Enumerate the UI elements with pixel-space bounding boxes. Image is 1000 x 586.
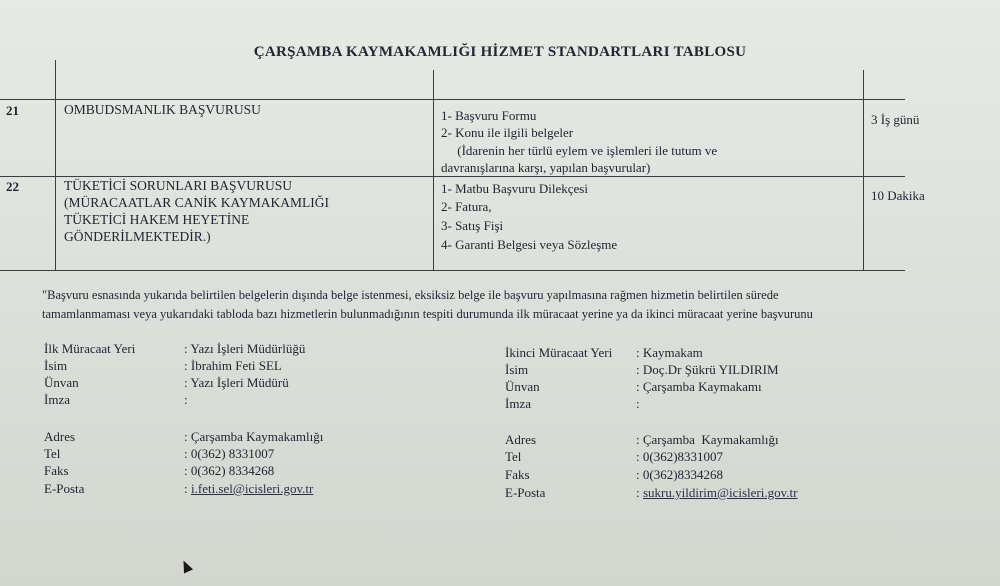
table-rule (0, 99, 905, 100)
contact-label: Adres (44, 429, 76, 444)
table-rule (0, 270, 905, 271)
contact-row (44, 480, 313, 497)
contact-value: : Doç.Dr Şükrü YILDIRIM (636, 362, 779, 377)
mouse-pointer-icon (179, 558, 193, 573)
table-rule (433, 70, 434, 270)
contact-row (505, 378, 762, 395)
contact-value: : Çarşamba Kaymakamı (636, 379, 762, 394)
contact-label: İsim (505, 362, 529, 377)
contact-label: İmza (505, 396, 531, 411)
contact-value: : 0(362) 8331007 (184, 446, 275, 461)
contact-label: İkinci Müracaat Yeri (505, 345, 613, 360)
contact-row (505, 344, 703, 361)
contact-row (505, 484, 797, 501)
contact-label: Tel (44, 446, 61, 461)
contact-value: : 0(362)8331007 (636, 449, 724, 464)
contact-row (505, 395, 640, 412)
contact-value: : (184, 392, 188, 407)
note-line: tamamlanmaması veya yukarıdaki tabloda bazı hizmetlerin bulunmadığının tespiti durumunda ilk müracaat yerine ya da ikinci müracaat yerine başvurunu (42, 307, 813, 321)
contact-label: Faks (44, 463, 69, 478)
contact-value: : Yazı İşleri Müdürlüğü (184, 341, 306, 356)
service-name: TÜKETİCİ HAKEM HEYETİNE (64, 212, 250, 227)
service-name: OMBUDSMANLIK BAŞVURUSU (64, 102, 261, 117)
contact-separator: : (184, 481, 188, 496)
contact-label: Ünvan (44, 375, 79, 390)
contact-value: : Yazı İşleri Müdürü (184, 375, 289, 390)
contact-separator: : (636, 485, 640, 500)
contact-row (44, 445, 274, 462)
contact-label: İsim (44, 358, 68, 373)
contact-label: İlk Müracaat Yeri (44, 341, 136, 356)
table-rule (55, 60, 56, 270)
contact-label: İmza (44, 392, 70, 407)
service-name: (MÜRACAATLAR CANİK KAYMAKAMLIĞI (64, 195, 330, 210)
required-document: 1- Matbu Başvuru Dilekçesi (441, 181, 588, 196)
completion-time: 3 İş günü (871, 112, 920, 127)
required-document: 3- Satış Fişi (441, 218, 504, 233)
table-rule (863, 70, 864, 270)
contact-row (44, 428, 323, 445)
note-line: "Başvuru esnasında yukarıda belirtilen belgelerin dışında belge istenmesi, eksiksiz belge ile başvuru yapılmasına rağmen hizmetin belirtilen sürede (42, 288, 779, 302)
completion-time: 10 Dakika (871, 188, 925, 203)
contact-value: : İbrahim Feti SEL (184, 358, 282, 373)
required-document: 4- Garanti Belgesi veya Sözleşme (441, 237, 618, 252)
required-document: 2- Fatura, (441, 199, 492, 214)
required-document: davranışlarına karşı, yapılan başvurular) (441, 160, 651, 175)
contact-label: Faks (505, 467, 530, 482)
required-document: (İdarenin her türlü eylem ve işlemleri ile tutum ve (441, 143, 718, 158)
contact-value: : Çarşamba Kaymakamlığı (184, 429, 324, 444)
email-link[interactable]: sukru.yildirim@icisleri.gov.tr (643, 485, 798, 500)
email-link[interactable]: i.feti.sel@icisleri.gov.tr (191, 481, 314, 496)
row-number: 21 (6, 103, 19, 118)
contact-label: E-Posta (44, 481, 85, 496)
contact-value: : 0(362) 8334268 (184, 463, 275, 478)
contact-value: : 0(362)8334268 (636, 467, 724, 482)
contact-row (505, 361, 779, 378)
service-name: TÜKETİCİ SORUNLARI BAŞVURUSU (64, 178, 293, 193)
contact-row (44, 357, 282, 374)
row-number: 22 (6, 179, 19, 194)
contact-value: : (636, 396, 640, 411)
contact-label: E-Posta (505, 485, 546, 500)
contact-row (505, 448, 723, 465)
contact-row (44, 462, 274, 479)
document-title: ÇARŞAMBA KAYMAKAMLIĞI HİZMET STANDARTLARI TABLOSU (253, 44, 747, 60)
contact-label: Tel (505, 449, 522, 464)
contact-row (505, 466, 723, 483)
contact-row (505, 431, 779, 448)
contact-row (44, 374, 289, 391)
contact-row (44, 340, 305, 357)
contact-value: : Çarşamba Kaymakamlığı (636, 432, 779, 447)
required-document: 2- Konu ile ilgili belgeler (441, 125, 574, 140)
required-document: 1- Başvuru Formu (441, 108, 537, 123)
contact-label: Adres (505, 432, 537, 447)
service-name: GÖNDERİLMEKTEDİR.) (64, 229, 211, 244)
contact-label: Ünvan (505, 379, 540, 394)
contact-row (44, 391, 188, 408)
contact-value: : Kaymakam (636, 345, 703, 360)
